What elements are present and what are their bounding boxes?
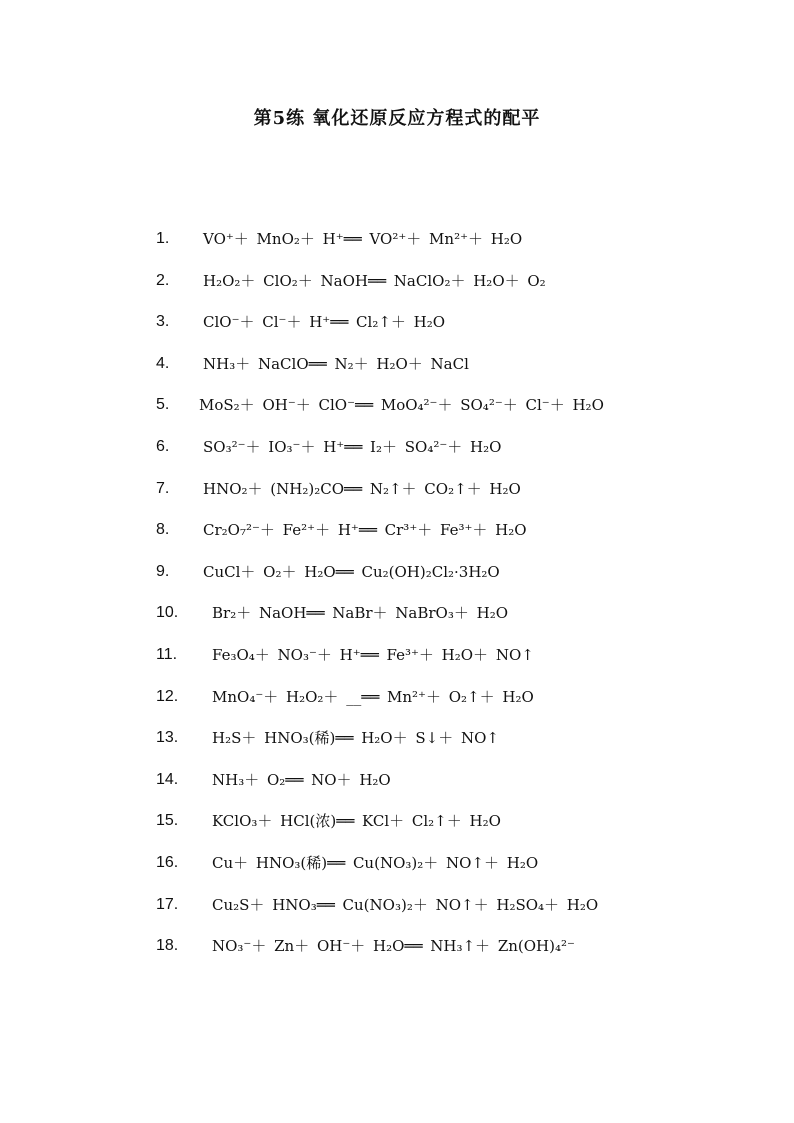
equation-number: 16. bbox=[156, 853, 179, 871]
equation-number: 6. bbox=[156, 437, 170, 455]
equation-text: KClO₃＋ HCl(浓)══ KCl＋ Cl₂↑＋ H₂O bbox=[212, 812, 501, 831]
equation-text: Cu＋ HNO₃(稀)══ Cu(NO₃)₂＋ NO↑＋ H₂O bbox=[212, 853, 539, 872]
equation-row bbox=[0, 268, 794, 310]
equation-row bbox=[0, 933, 794, 975]
equation-text: H₂S＋ HNO₃(稀)══ H₂O＋ S↓＋ NO↑ bbox=[212, 729, 499, 748]
equation-text: CuCl＋ O₂＋ H₂O══ Cu₂(OH)₂Cl₂·3H₂O bbox=[203, 562, 500, 581]
equation-text: NH₃＋ NaClO══ N₂＋ H₂O＋ NaCl bbox=[203, 354, 469, 373]
equation-number: 9. bbox=[156, 562, 170, 580]
equation-row bbox=[0, 600, 794, 642]
equation-text: Fe₃O₄＋ NO₃⁻＋ H⁺══ Fe³⁺＋ H₂O＋ NO↑ bbox=[212, 645, 534, 664]
equation-list bbox=[0, 226, 794, 975]
equation-row bbox=[0, 808, 794, 850]
equation-row bbox=[0, 351, 794, 393]
equation-row bbox=[0, 684, 794, 726]
equation-text: ClO⁻＋ Cl⁻＋ H⁺══ Cl₂↑＋ H₂O bbox=[203, 313, 446, 332]
page-title: 第5练 氧化还原反应方程式的配平 bbox=[253, 108, 541, 129]
equation-text: NO₃⁻＋ Zn＋ OH⁻＋ H₂O══ NH₃↑＋ Zn(OH)₄²⁻ bbox=[212, 937, 575, 956]
equation-number: 15. bbox=[156, 812, 179, 830]
equation-text: Cr₂O₇²⁻＋ Fe²⁺＋ H⁺══ Cr³⁺＋ Fe³⁺＋ H₂O bbox=[203, 521, 527, 540]
equation-text: SO₃²⁻＋ IO₃⁻＋ H⁺══ I₂＋ SO₄²⁻＋ H₂O bbox=[203, 437, 502, 456]
equation-number: 3. bbox=[156, 313, 170, 331]
equation-row bbox=[0, 725, 794, 767]
equation-row bbox=[0, 517, 794, 559]
equation-text: Br₂＋ NaOH══ NaBr＋ NaBrO₃＋ H₂O bbox=[212, 604, 509, 623]
equation-number: 11. bbox=[156, 645, 178, 663]
equation-row bbox=[0, 850, 794, 892]
equation-number: 10. bbox=[156, 604, 179, 622]
equation-row bbox=[0, 309, 794, 351]
equation-number: 2. bbox=[156, 271, 170, 289]
equation-text: HNO₂＋ (NH₂)₂CO══ N₂↑＋ CO₂↑＋ H₂O bbox=[203, 479, 521, 498]
equation-number: 18. bbox=[156, 937, 179, 955]
equation-number: 7. bbox=[156, 479, 170, 497]
equation-number: 5. bbox=[156, 396, 170, 414]
equation-row bbox=[0, 392, 794, 434]
equation-number: 17. bbox=[156, 895, 179, 913]
equation-number: 1. bbox=[156, 230, 170, 247]
equation-text: VO⁺＋ MnO₂＋ H⁺══ VO²⁺＋ Mn²⁺＋ H₂O bbox=[203, 230, 523, 248]
equation-row bbox=[0, 767, 794, 809]
equation-text: NH₃＋ O₂══ NO＋ H₂O bbox=[212, 770, 391, 789]
equation-text: Cu₂S＋ HNO₃══ Cu(NO₃)₂＋ NO↑＋ H₂SO₄＋ H₂O bbox=[212, 895, 599, 914]
equation-row bbox=[0, 642, 794, 684]
equation-number: 8. bbox=[156, 521, 170, 539]
equation-row bbox=[0, 434, 794, 476]
equation-row bbox=[0, 892, 794, 934]
equation-row bbox=[0, 226, 794, 268]
equation-number: 13. bbox=[156, 729, 179, 747]
equation-row bbox=[0, 559, 794, 601]
equation-number: 12. bbox=[156, 687, 179, 705]
equation-text: H₂O₂＋ ClO₂＋ NaOH══ NaClO₂＋ H₂O＋ O₂ bbox=[203, 271, 546, 290]
equation-row bbox=[0, 476, 794, 518]
equation-text: MoS₂＋ OH⁻＋ ClO⁻══ MoO₄²⁻＋ SO₄²⁻＋ Cl⁻＋ H₂O bbox=[199, 396, 604, 415]
equation-number: 14. bbox=[156, 770, 179, 788]
equation-number: 4. bbox=[156, 354, 170, 372]
equation-text: MnO₄⁻＋ H₂O₂＋ __══ Mn²⁺＋ O₂↑＋ H₂O bbox=[212, 687, 534, 706]
